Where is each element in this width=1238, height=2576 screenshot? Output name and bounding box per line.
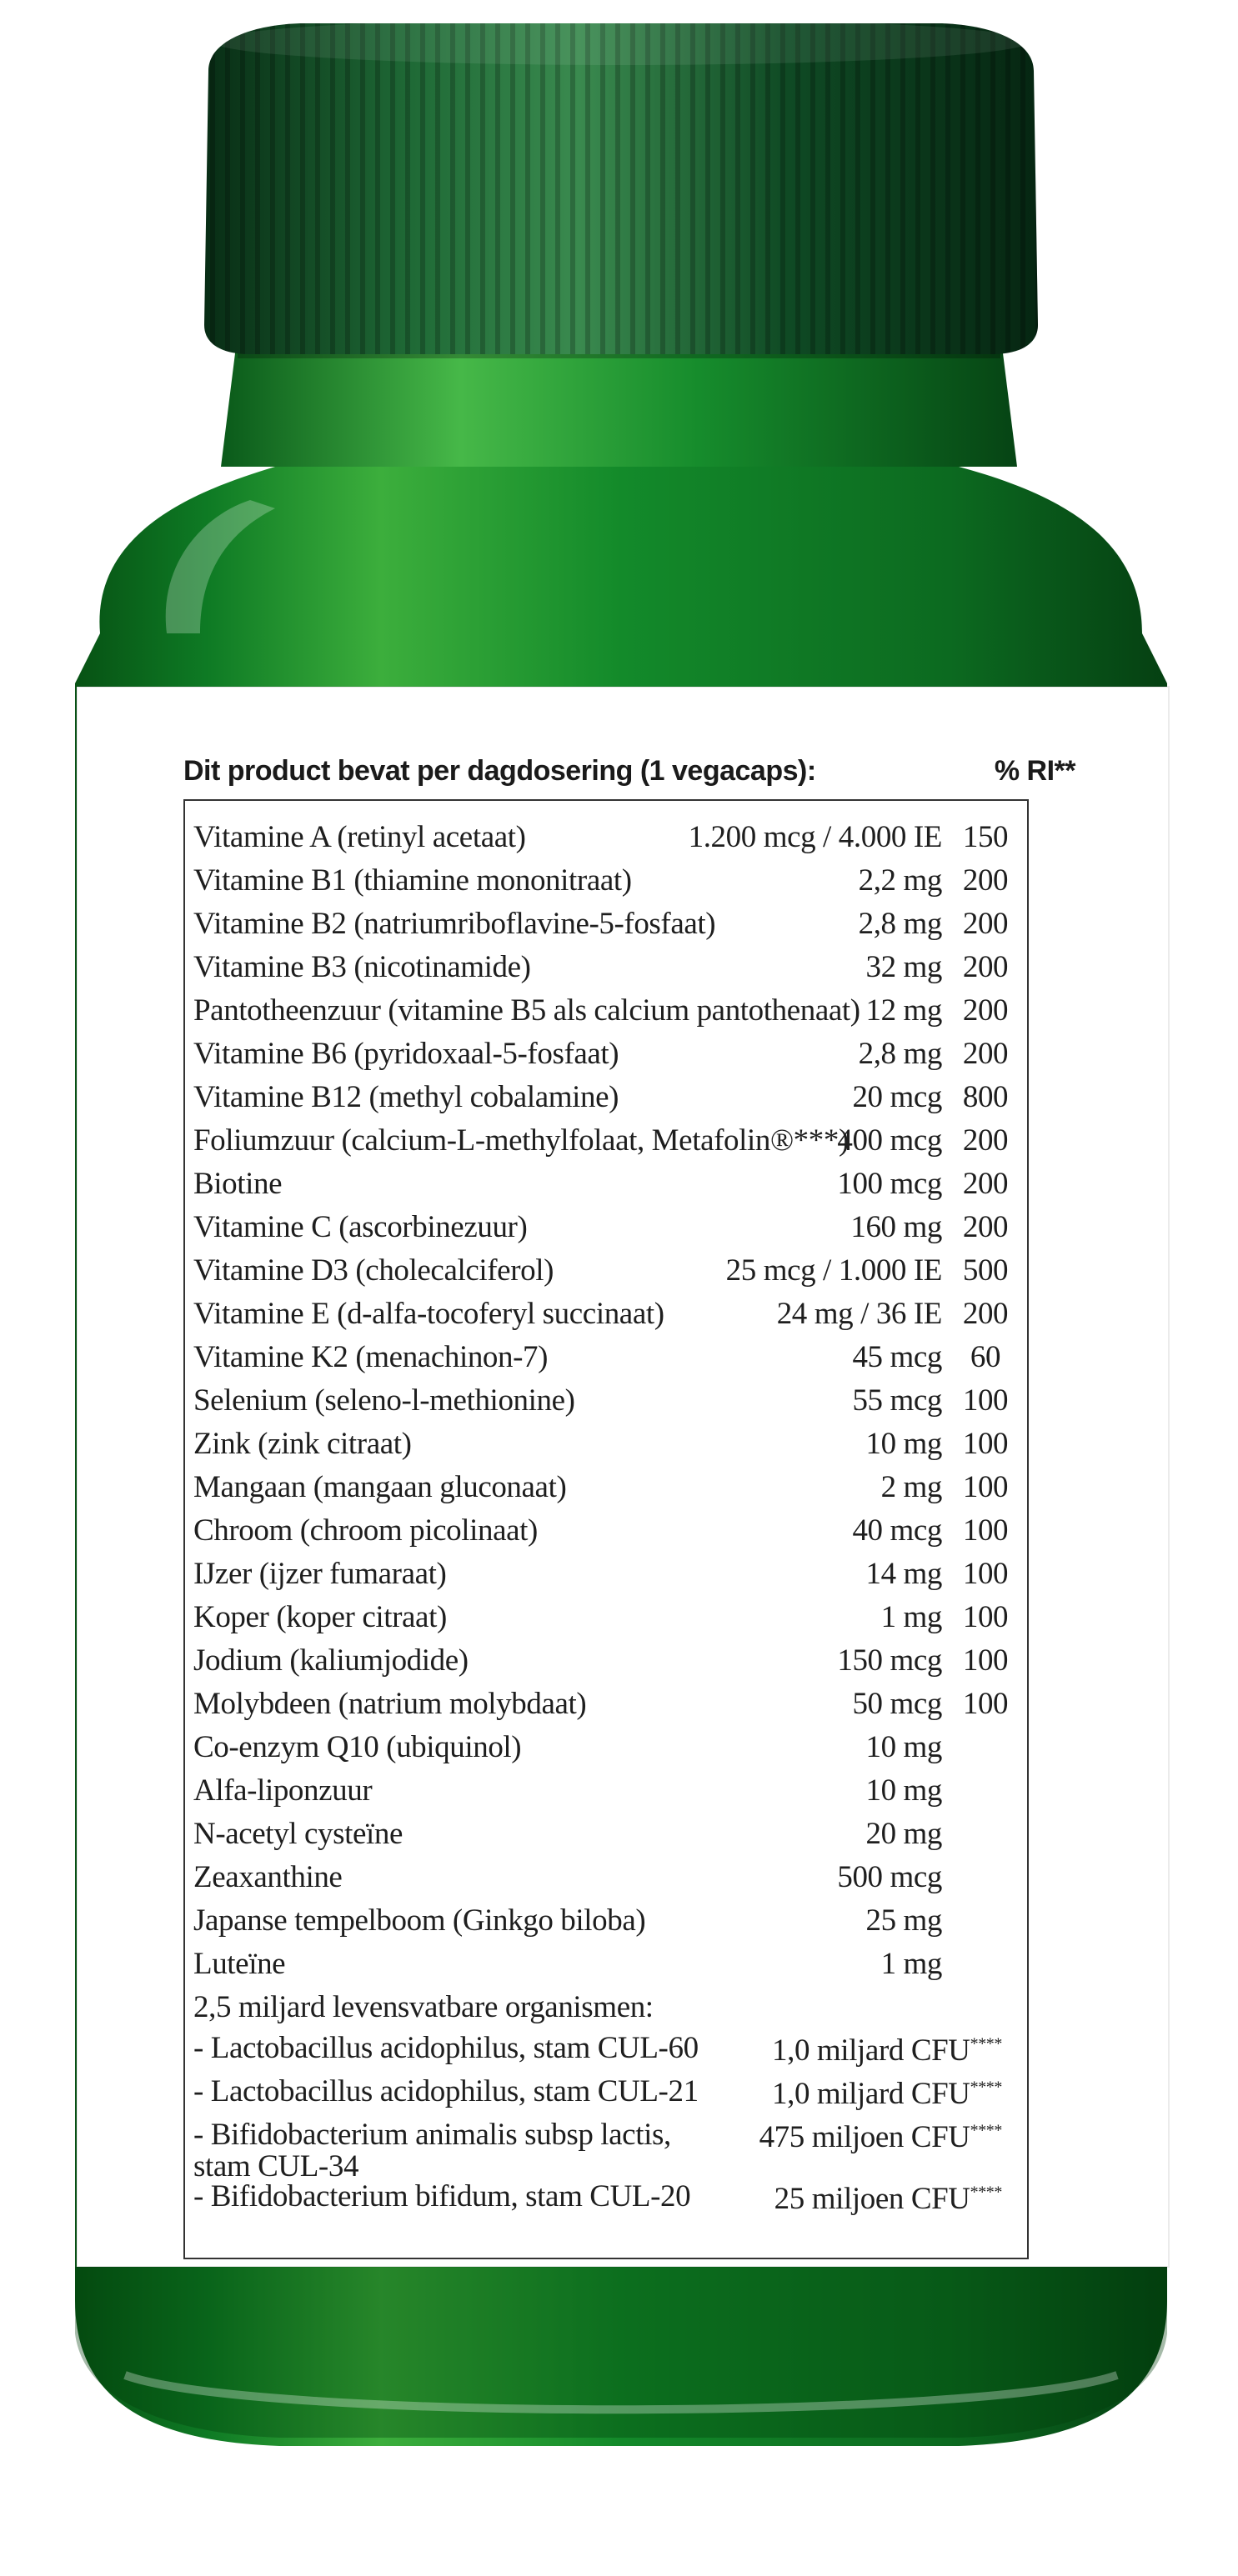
ingredient-amount: 1.200 mcg / 4.000 IE	[688, 820, 942, 854]
probiotic-row	[193, 2028, 1019, 2071]
probiotic-amount	[759, 2119, 1002, 2155]
ingredient-amount: 25 mcg / 1.000 IE	[725, 1253, 942, 1288]
ingredient-amount: 10 mg	[865, 1773, 942, 1808]
ingredient-ri: 200	[962, 1123, 1009, 1158]
nutrition-rows	[193, 814, 1019, 2219]
probiotic-name-line1: - Bifidobacterium animalis subsp lactis,	[193, 2118, 671, 2152]
table-row	[193, 1854, 1019, 1898]
ingredient-ri: 60	[970, 1340, 1001, 1374]
ingredient-name: Luteïne	[193, 1947, 286, 1981]
table-row	[193, 1811, 1019, 1854]
ingredient-ri: 150	[962, 820, 1009, 854]
footnote-mark: ****	[970, 2078, 1002, 2097]
ingredient-amount: 100 mcg	[837, 1167, 942, 1201]
ingredient-amount: 20 mcg	[852, 1080, 942, 1114]
ingredient-name: Zeaxanthine	[193, 1860, 343, 1894]
ingredient-ri: 200	[962, 863, 1009, 898]
probiotic-amount-text: 1,0 miljard CFU	[772, 2033, 970, 2068]
ingredient-name: Vitamine B1 (thiamine mononitraat)	[193, 863, 632, 898]
table-row	[193, 988, 1019, 1031]
ingredient-name: Vitamine B3 (nicotinamide)	[193, 950, 531, 984]
ingredient-name: Pantotheenzuur (vitamine B5 als calcium pantothenaat)	[193, 993, 860, 1028]
table-row	[193, 1724, 1019, 1768]
table-row	[193, 1291, 1019, 1334]
header-title: Dit product bevat per dagdosering (1 vegacaps):	[183, 755, 816, 787]
probiotic-name-line1: - Lactobacillus acidophilus, stam CUL-60	[193, 2031, 699, 2065]
ingredient-name: Japanse tempelboom (Ginkgo biloba)	[193, 1903, 646, 1938]
ingredient-ri: 100	[962, 1427, 1009, 1461]
footnote-mark: ****	[970, 2121, 1002, 2140]
ingredient-name: Molybdeen (natrium molybdaat)	[193, 1687, 587, 1721]
ingredient-amount: 24 mg / 36 IE	[776, 1297, 942, 1331]
table-row	[193, 1248, 1019, 1291]
table-row	[193, 1984, 1019, 2028]
probiotic-row	[193, 2071, 1019, 2114]
probiotic-amount	[772, 2033, 1002, 2068]
ingredient-amount: 400 mcg	[837, 1123, 942, 1158]
ingredient-name: Foliumzuur (calcium-L-methylfolaat, Metafolin®***)	[193, 1123, 849, 1158]
table-row	[193, 1161, 1019, 1204]
ingredient-amount: 2,8 mg	[858, 1037, 942, 1071]
ingredient-name: Vitamine B12 (methyl cobalamine)	[193, 1080, 619, 1114]
ingredient-ri: 100	[962, 1383, 1009, 1418]
ingredient-ri: 100	[962, 1513, 1009, 1548]
ingredient-amount: 2,2 mg	[858, 863, 942, 898]
table-row	[193, 1378, 1019, 1421]
ingredient-name: Alfa-liponzuur	[193, 1773, 373, 1808]
table-row	[193, 1594, 1019, 1638]
ingredient-amount: 55 mcg	[852, 1383, 942, 1418]
ingredient-amount: 20 mg	[865, 1817, 942, 1851]
ingredient-amount: 1 mg	[880, 1600, 942, 1634]
table-row	[193, 1681, 1019, 1724]
ingredient-ri: 200	[962, 1167, 1009, 1201]
ingredient-ri: 100	[962, 1600, 1009, 1634]
table-row	[193, 901, 1019, 944]
table-row	[193, 1334, 1019, 1378]
table-row	[193, 1118, 1019, 1161]
table-row	[193, 944, 1019, 988]
table-row	[193, 814, 1019, 858]
supplement-label	[77, 687, 1169, 2267]
ingredient-name: Koper (koper citraat)	[193, 1600, 447, 1634]
ingredient-amount: 500 mcg	[837, 1860, 942, 1894]
ingredient-name: Mangaan (mangaan gluconaat)	[193, 1470, 567, 1504]
probiotic-amount-text: 475 miljoen CFU	[759, 2120, 970, 2154]
label-header	[183, 745, 1100, 795]
ingredient-amount: 2,8 mg	[858, 907, 942, 941]
table-row	[193, 1768, 1019, 1811]
ingredient-name: Vitamine K2 (menachinon-7)	[193, 1340, 549, 1374]
probiotic-name	[193, 2033, 699, 2064]
ingredient-name: Vitamine A (retinyl acetaat)	[193, 820, 526, 854]
ingredient-ri: 200	[962, 1210, 1009, 1244]
ingredient-name: IJzer (ijzer fumaraat)	[193, 1557, 447, 1591]
probiotic-amount	[774, 2181, 1002, 2217]
ingredient-name: Vitamine D3 (cholecalciferol)	[193, 1253, 554, 1288]
ingredient-ri: 100	[962, 1687, 1009, 1721]
ingredient-amount: 40 mcg	[852, 1513, 942, 1548]
ingredient-amount: 160 mg	[850, 1210, 942, 1244]
ingredient-amount: 14 mg	[865, 1557, 942, 1591]
table-row	[193, 858, 1019, 901]
ingredient-amount: 2 mg	[880, 1470, 942, 1504]
probiotic-name	[193, 2181, 690, 2213]
ingredient-ri: 100	[962, 1557, 1009, 1591]
table-row	[193, 1204, 1019, 1248]
ingredient-name: Vitamine B2 (natriumriboflavine-5-fosfaat)	[193, 907, 716, 941]
ingredient-ri: 100	[962, 1643, 1009, 1678]
probiotic-name	[193, 2076, 699, 2108]
bottle-cap	[204, 18, 1038, 354]
ingredient-ri: 200	[962, 907, 1009, 941]
ingredient-name: Vitamine B6 (pyridoxaal-5-fosfaat)	[193, 1037, 619, 1071]
ingredient-name: 2,5 miljard levensvatbare organismen:	[193, 1990, 654, 2024]
ingredient-name: N-acetyl cysteïne	[193, 1817, 403, 1851]
ingredient-ri: 800	[962, 1080, 1009, 1114]
table-row	[193, 1421, 1019, 1464]
nutrition-table	[183, 799, 1029, 2259]
probiotic-name-line1: - Lactobacillus acidophilus, stam CUL-21	[193, 2074, 699, 2108]
ingredient-name: Vitamine E (d-alfa-tocoferyl succinaat)	[193, 1297, 664, 1331]
ingredient-amount: 10 mg	[865, 1427, 942, 1461]
ingredient-name: Jodium (kaliumjodide)	[193, 1643, 469, 1678]
ingredient-name: Vitamine C (ascorbinezuur)	[193, 1210, 528, 1244]
table-row	[193, 1074, 1019, 1118]
ingredient-amount: 32 mg	[865, 950, 942, 984]
probiotic-amount	[772, 2076, 1002, 2112]
probiotic-name	[193, 2119, 671, 2183]
ingredient-ri: 200	[962, 1297, 1009, 1331]
ingredient-name: Selenium (seleno-l-methionine)	[193, 1383, 575, 1418]
table-row	[193, 1898, 1019, 1941]
ingredient-ri: 200	[962, 993, 1009, 1028]
ingredient-amount: 25 mg	[865, 1903, 942, 1938]
table-row	[193, 1551, 1019, 1594]
probiotic-name-line1: - Bifidobacterium bifidum, stam CUL-20	[193, 2179, 691, 2213]
footnote-mark: ****	[970, 2034, 1002, 2053]
ingredient-name: Chroom (chroom picolinaat)	[193, 1513, 538, 1548]
ingredient-amount: 1 mg	[880, 1947, 942, 1981]
ingredient-ri: 200	[962, 950, 1009, 984]
ingredient-name: Co-enzym Q10 (ubiquinol)	[193, 1730, 522, 1764]
ingredient-amount: 10 mg	[865, 1730, 942, 1764]
table-row	[193, 1508, 1019, 1551]
ingredient-ri: 100	[962, 1470, 1009, 1504]
ingredient-amount: 50 mcg	[852, 1687, 942, 1721]
probiotic-amount-text: 25 miljoen CFU	[774, 2182, 970, 2216]
table-row	[193, 1638, 1019, 1681]
ingredient-ri: 200	[962, 1037, 1009, 1071]
probiotic-row	[193, 2114, 1019, 2183]
ingredient-amount: 12 mg	[865, 993, 942, 1028]
ingredient-ri: 500	[962, 1253, 1009, 1288]
probiotic-amount-text: 1,0 miljard CFU	[772, 2077, 970, 2111]
ingredient-amount: 45 mcg	[852, 1340, 942, 1374]
table-row	[193, 1031, 1019, 1074]
ingredient-name: Zink (zink citraat)	[193, 1427, 412, 1461]
footnote-mark: ****	[970, 2183, 1002, 2202]
table-row	[193, 1941, 1019, 1984]
ingredient-name: Biotine	[193, 1167, 283, 1201]
table-row	[193, 1464, 1019, 1508]
probiotic-name-line2: stam CUL-34	[193, 2149, 359, 2183]
header-ri: % RI**	[994, 755, 1075, 787]
ingredient-amount: 150 mcg	[837, 1643, 942, 1678]
probiotic-row	[193, 2176, 1019, 2219]
